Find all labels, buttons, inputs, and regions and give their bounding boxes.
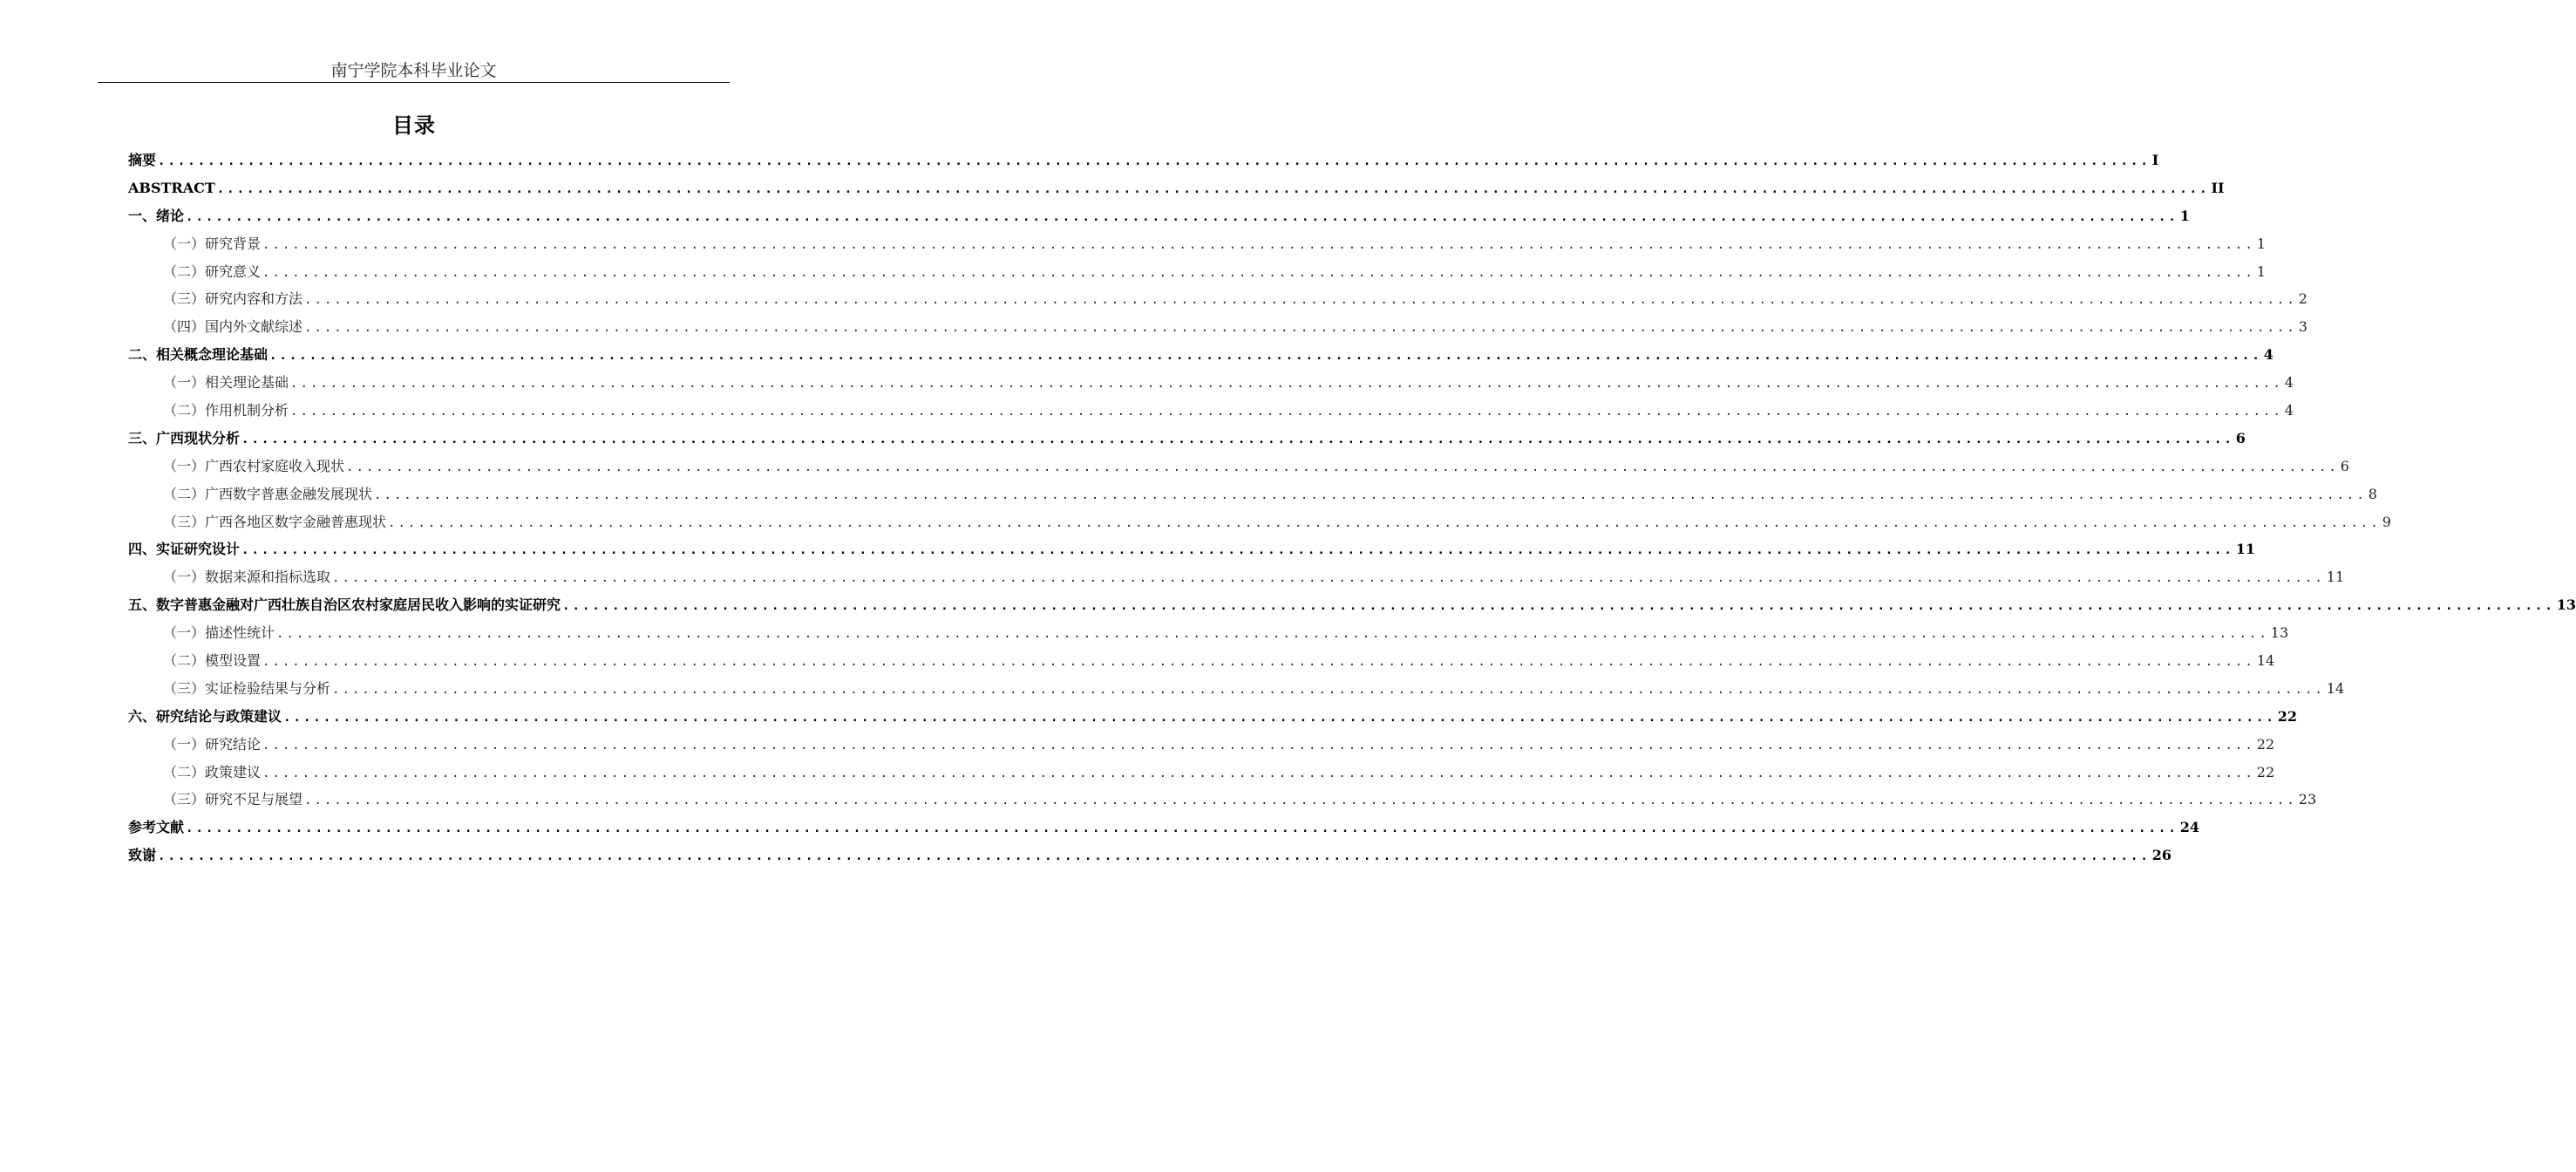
- toc-entry[interactable]: [128, 174, 2225, 202]
- toc-leader-dots: ........................................................................................................................................................................................................: [262, 738, 2255, 753]
- toc-page-number: 14: [2326, 679, 2345, 697]
- toc-entry-label: （四）国内外文献综述: [163, 318, 303, 336]
- toc-subentry[interactable]: [128, 786, 2317, 814]
- toc-subentry[interactable]: [128, 285, 2308, 313]
- toc-entry[interactable]: [128, 341, 2274, 369]
- toc-page-number: 24: [2179, 819, 2200, 836]
- toc-entry-label: （二）模型设置: [163, 652, 262, 670]
- toc-subentry[interactable]: [128, 313, 2308, 341]
- toc-entry-label: （三）研究不足与展望: [163, 791, 303, 808]
- toc-entry-label: （三）广西各地区数字金融普惠现状: [163, 513, 387, 530]
- toc-page-number: 26: [2151, 847, 2172, 864]
- toc-entry-label: （一）相关理论基础: [163, 374, 289, 392]
- toc-entry-label: （一）广西农村家庭收入现状: [163, 457, 345, 474]
- toc-page-number: 22: [2256, 735, 2275, 753]
- toc-subentry[interactable]: [128, 647, 2275, 675]
- toc-page-number: 14: [2256, 652, 2275, 670]
- toc-subentry[interactable]: [128, 731, 2275, 759]
- toc-entry-label: 三、广西现状分析: [128, 429, 241, 446]
- toc-leader-dots: ........................................................................................................................................................................................................: [332, 682, 2325, 697]
- toc-subentry[interactable]: [128, 369, 2294, 397]
- toc-leader-dots: ........................................................................................................................................................................................................: [241, 432, 2234, 446]
- toc-entry-label: （一）研究结论: [163, 735, 262, 753]
- toc-entry-label: （二）研究意义: [163, 262, 262, 280]
- toc-entry-label: 六、研究结论与政策建议: [128, 707, 282, 725]
- toc-page-number: 11: [2235, 541, 2256, 558]
- toc-entry-label: （二）广西数字普惠金融发展现状: [163, 485, 373, 502]
- toc-entry-label: 五、数字普惠金融对广西壮族自治区农村家庭居民收入影响的实证研究: [128, 596, 561, 614]
- toc-page-number: 6: [2340, 457, 2349, 474]
- toc-entry-label: （三）实证检验结果与分析: [163, 679, 331, 697]
- toc-leader-dots: ........................................................................................................................................................................................................: [290, 405, 2283, 419]
- toc-leader-dots: ........................................................................................................................................................................................................: [186, 821, 2178, 836]
- toc-entry[interactable]: [128, 535, 2256, 563]
- toc-entry-label: （一）研究背景: [163, 235, 262, 252]
- toc-page-number: 22: [2277, 707, 2298, 725]
- toc-page-number: 8: [2368, 485, 2377, 502]
- toc-leader-dots: ........................................................................................................................................................................................................: [283, 710, 2276, 725]
- toc-page-number: 4: [2263, 346, 2274, 364]
- toc-subentry[interactable]: [128, 258, 2266, 286]
- toc-leader-dots: ........................................................................................................................................................................................................: [304, 321, 2297, 336]
- toc-page-number: 2: [2298, 290, 2308, 308]
- toc-leader-dots: ........................................................................................................................................................................................................: [269, 349, 2262, 364]
- page-title: 目录: [392, 113, 436, 138]
- toc-leader-dots: ........................................................................................................................................................................................................: [262, 655, 2255, 670]
- toc-entry-label: ABSTRACT: [128, 179, 215, 196]
- toc-page-number: 1: [2179, 207, 2190, 224]
- toc-subentry[interactable]: [128, 759, 2275, 787]
- toc-page-number: 13: [2270, 624, 2289, 642]
- toc-entry-label: 二、相关概念理论基础: [128, 346, 268, 364]
- toc-subentry[interactable]: [128, 453, 2349, 480]
- toc-entry-label: 摘要: [128, 152, 157, 168]
- toc-leader-dots: ........................................................................................................................................................................................................: [290, 377, 2283, 392]
- toc-leader-dots: ........................................................................................................................................................................................................: [186, 209, 2178, 224]
- toc-subentry[interactable]: [128, 563, 2345, 591]
- toc-leader-dots: ........................................................................................................................................................................................................: [158, 849, 2151, 864]
- toc-entry[interactable]: [128, 146, 2159, 174]
- toc-entry[interactable]: [128, 202, 2190, 230]
- toc-page-number: 1: [2256, 235, 2266, 252]
- toc-leader-dots: ........................................................................................................................................................................................................: [346, 460, 2339, 474]
- toc-leader-dots: ........................................................................................................................................................................................................: [388, 515, 2381, 530]
- toc-subentry[interactable]: [128, 675, 2345, 703]
- toc-entry[interactable]: [128, 591, 2576, 619]
- toc-leader-dots: ........................................................................................................................................................................................................: [304, 293, 2297, 308]
- toc-entry-label: 一、绪论: [128, 207, 185, 224]
- toc-entry[interactable]: [128, 703, 2298, 731]
- toc-leader-dots: ........................................................................................................................................................................................................: [276, 627, 2269, 642]
- toc-page-number: 23: [2298, 791, 2317, 808]
- toc-page-number: 4: [2284, 402, 2294, 419]
- toc-entry[interactable]: [128, 842, 2172, 869]
- toc-leader-dots: ........................................................................................................................................................................................................: [216, 181, 2210, 196]
- toc-leader-dots: ........................................................................................................................................................................................................: [262, 766, 2255, 780]
- page-header: 南宁学院本科毕业论文: [98, 59, 730, 83]
- toc-page-number: 11: [2326, 569, 2345, 586]
- toc-page-number: 22: [2256, 763, 2275, 780]
- toc-leader-dots: ........................................................................................................................................................................................................: [158, 154, 2151, 168]
- toc-page-number: 3: [2298, 318, 2308, 336]
- toc-leader-dots: ........................................................................................................................................................................................................: [304, 794, 2297, 808]
- toc-entry[interactable]: [128, 814, 2200, 842]
- toc-page-number: 1: [2256, 262, 2266, 280]
- toc-subentry[interactable]: [128, 397, 2294, 425]
- toc-page-number: I: [2151, 152, 2159, 168]
- toc-leader-dots: ........................................................................................................................................................................................................: [374, 487, 2367, 502]
- toc-page-number: 9: [2382, 513, 2391, 530]
- toc-page-number: 4: [2284, 374, 2294, 392]
- toc-entry-label: （二）作用机制分析: [163, 402, 289, 419]
- toc-entry-label: 致谢: [128, 847, 157, 864]
- table-of-contents: [128, 146, 2576, 869]
- toc-leader-dots: ........................................................................................................................................................................................................: [262, 237, 2255, 252]
- toc-entry-label: （一）数据来源和指标选取: [163, 569, 331, 586]
- toc-subentry[interactable]: [128, 508, 2391, 536]
- toc-entry[interactable]: [128, 425, 2246, 453]
- toc-subentry[interactable]: [128, 619, 2289, 647]
- toc-leader-dots: ........................................................................................................................................................................................................: [332, 571, 2325, 586]
- toc-entry-label: （三）研究内容和方法: [163, 290, 303, 308]
- toc-subentry[interactable]: [128, 230, 2266, 258]
- toc-leader-dots: ........................................................................................................................................................................................................: [241, 543, 2234, 558]
- toc-entry-label: （二）政策建议: [163, 763, 262, 780]
- toc-subentry[interactable]: [128, 480, 2377, 508]
- toc-entry-label: 参考文献: [128, 819, 185, 836]
- toc-leader-dots: ........................................................................................................................................................................................................: [262, 265, 2255, 280]
- toc-page-number: 6: [2235, 429, 2246, 446]
- toc-page-number: 13: [2556, 596, 2576, 614]
- toc-page-number: II: [2211, 179, 2225, 196]
- toc-entry-label: （一）描述性统计: [163, 624, 275, 642]
- toc-leader-dots: ........................................................................................................................................................................................................: [562, 599, 2555, 614]
- toc-entry-label: 四、实证研究设计: [128, 541, 241, 558]
